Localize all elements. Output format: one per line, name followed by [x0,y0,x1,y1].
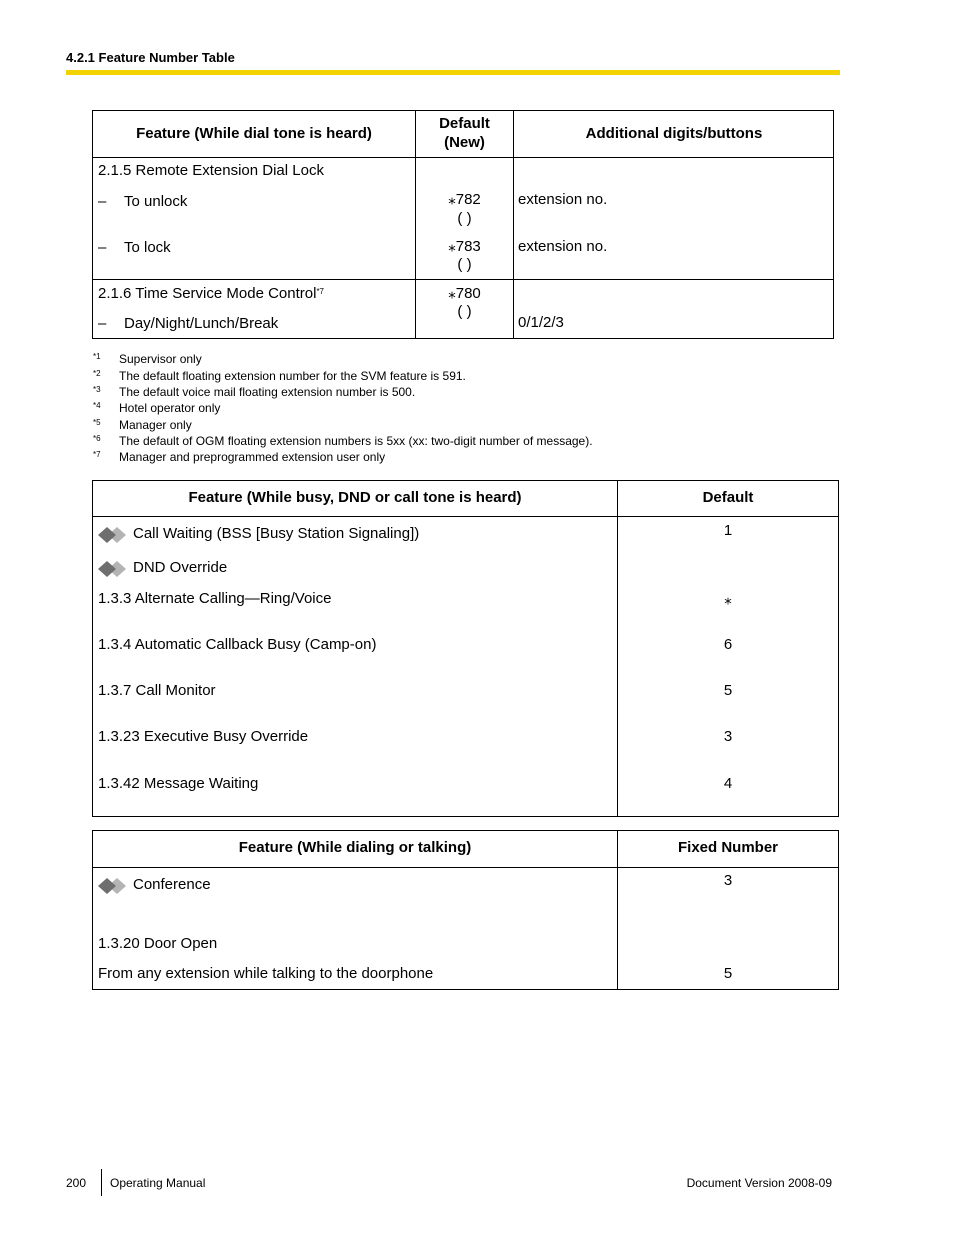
footnote-text: Hotel operator only [119,401,221,415]
feature-door-open: 1.3.20 Door Open [98,935,218,952]
footnote-text: Supervisor only [119,352,202,366]
table2-header-feature: Feature (While busy, DND or call tone is heard) [188,489,522,506]
default-value-star: ⁎ [724,591,732,608]
feature-call-monitor: 1.3.7 Call Monitor [98,682,216,699]
dash: – [98,315,107,332]
footnote-mark: *1 [93,352,101,361]
table1-header-additional: Additional digits/buttons [585,125,763,142]
footnote-text: The default floating extension number for the SVM feature is 591. [119,369,466,383]
footnote-text: The default of OGM floating extension numbers is 5xx (xx: two-digit number of message). [119,434,593,448]
feature-call-waiting: Call Waiting (BSS [Busy Station Signaling]) [133,525,420,542]
footnote-mark: *4 [93,401,101,410]
footnote-ref: *7 [316,287,324,296]
new-value: ( ) [457,303,472,320]
star-icon: ⁎ [448,238,456,255]
footnote-mark: *3 [93,385,101,394]
footnote-mark: *6 [93,434,101,443]
footer-divider [101,1169,102,1196]
footnote-text: The default voice mail floating extension number is 500. [119,385,416,399]
new-value: ( ) [457,256,472,273]
kx-t-diamond-icon [98,526,128,544]
new-value: ( ) [457,210,472,227]
feature-executive-busy-override: 1.3.23 Executive Busy Override [98,728,309,745]
footnote-mark: *2 [93,369,101,378]
dash: – [98,193,107,210]
code-782: ⁎782 [448,191,481,208]
dash: – [98,239,107,256]
table1-header-feature: Feature (While dial tone is heard) [136,125,372,142]
footnote-mark: *5 [93,418,101,427]
footnote-text: Manager only [119,418,192,432]
label-day-night-lunch-break: Day/Night/Lunch/Break [124,315,279,332]
table1-header-default: Default (New) [439,115,490,151]
default-value: 1 [723,522,733,539]
additional-extension-no: extension no. [518,238,608,255]
table2-header-default: Default [702,489,754,506]
header-rule [66,70,840,75]
table3-header-fixed: Fixed Number [677,839,779,856]
table3-header-feature: Feature (While dialing or talking) [238,839,472,856]
feature-message-waiting: 1.3.42 Message Waiting [98,775,259,792]
default-value: 4 [723,775,733,792]
footnote-mark: *7 [93,450,101,459]
default-value: 6 [723,636,733,653]
feature-time-service-mode-control: 2.1.6 Time Service Mode Control$^{*7}$ [98,285,324,302]
feature-automatic-callback-busy: 1.3.4 Automatic Callback Busy (Camp-on) [98,636,377,653]
feature-alternate-calling: 1.3.3 Alternate Calling—Ring/Voice [98,590,332,607]
fixed-value: 5 [723,965,733,982]
additional-mode-values: 0/1/2/3 [518,314,564,331]
fixed-value: 3 [723,872,733,889]
additional-extension-no: extension no. [518,191,608,208]
kx-t-diamond-icon [98,877,128,895]
code-783: ⁎783 [448,238,481,255]
footer-document-version: Document Version 2008-09 [686,1176,832,1190]
door-open-description: From any extension while talking to the doorphone [98,965,434,982]
star-icon: ⁎ [448,191,456,208]
kx-t-diamond-icon [98,560,128,578]
default-value: 5 [723,682,733,699]
feature-remote-extension-dial-lock: 2.1.5 Remote Extension Dial Lock [98,162,324,179]
feature-conference: Conference [133,876,211,893]
star-icon: ⁎ [448,285,456,302]
label-to-unlock: To unlock [124,193,188,210]
page-number: 200 [66,1176,87,1190]
footnote-text: Manager and preprogrammed extension user only [119,450,386,464]
footer-manual-name: Operating Manual [110,1176,206,1190]
default-value: 3 [723,728,733,745]
section-title: 4.2.1 Feature Number Table [66,50,235,65]
feature-dnd-override: DND Override [133,559,228,576]
code-780: ⁎780 [448,285,481,302]
label-to-lock: To lock [124,239,171,256]
